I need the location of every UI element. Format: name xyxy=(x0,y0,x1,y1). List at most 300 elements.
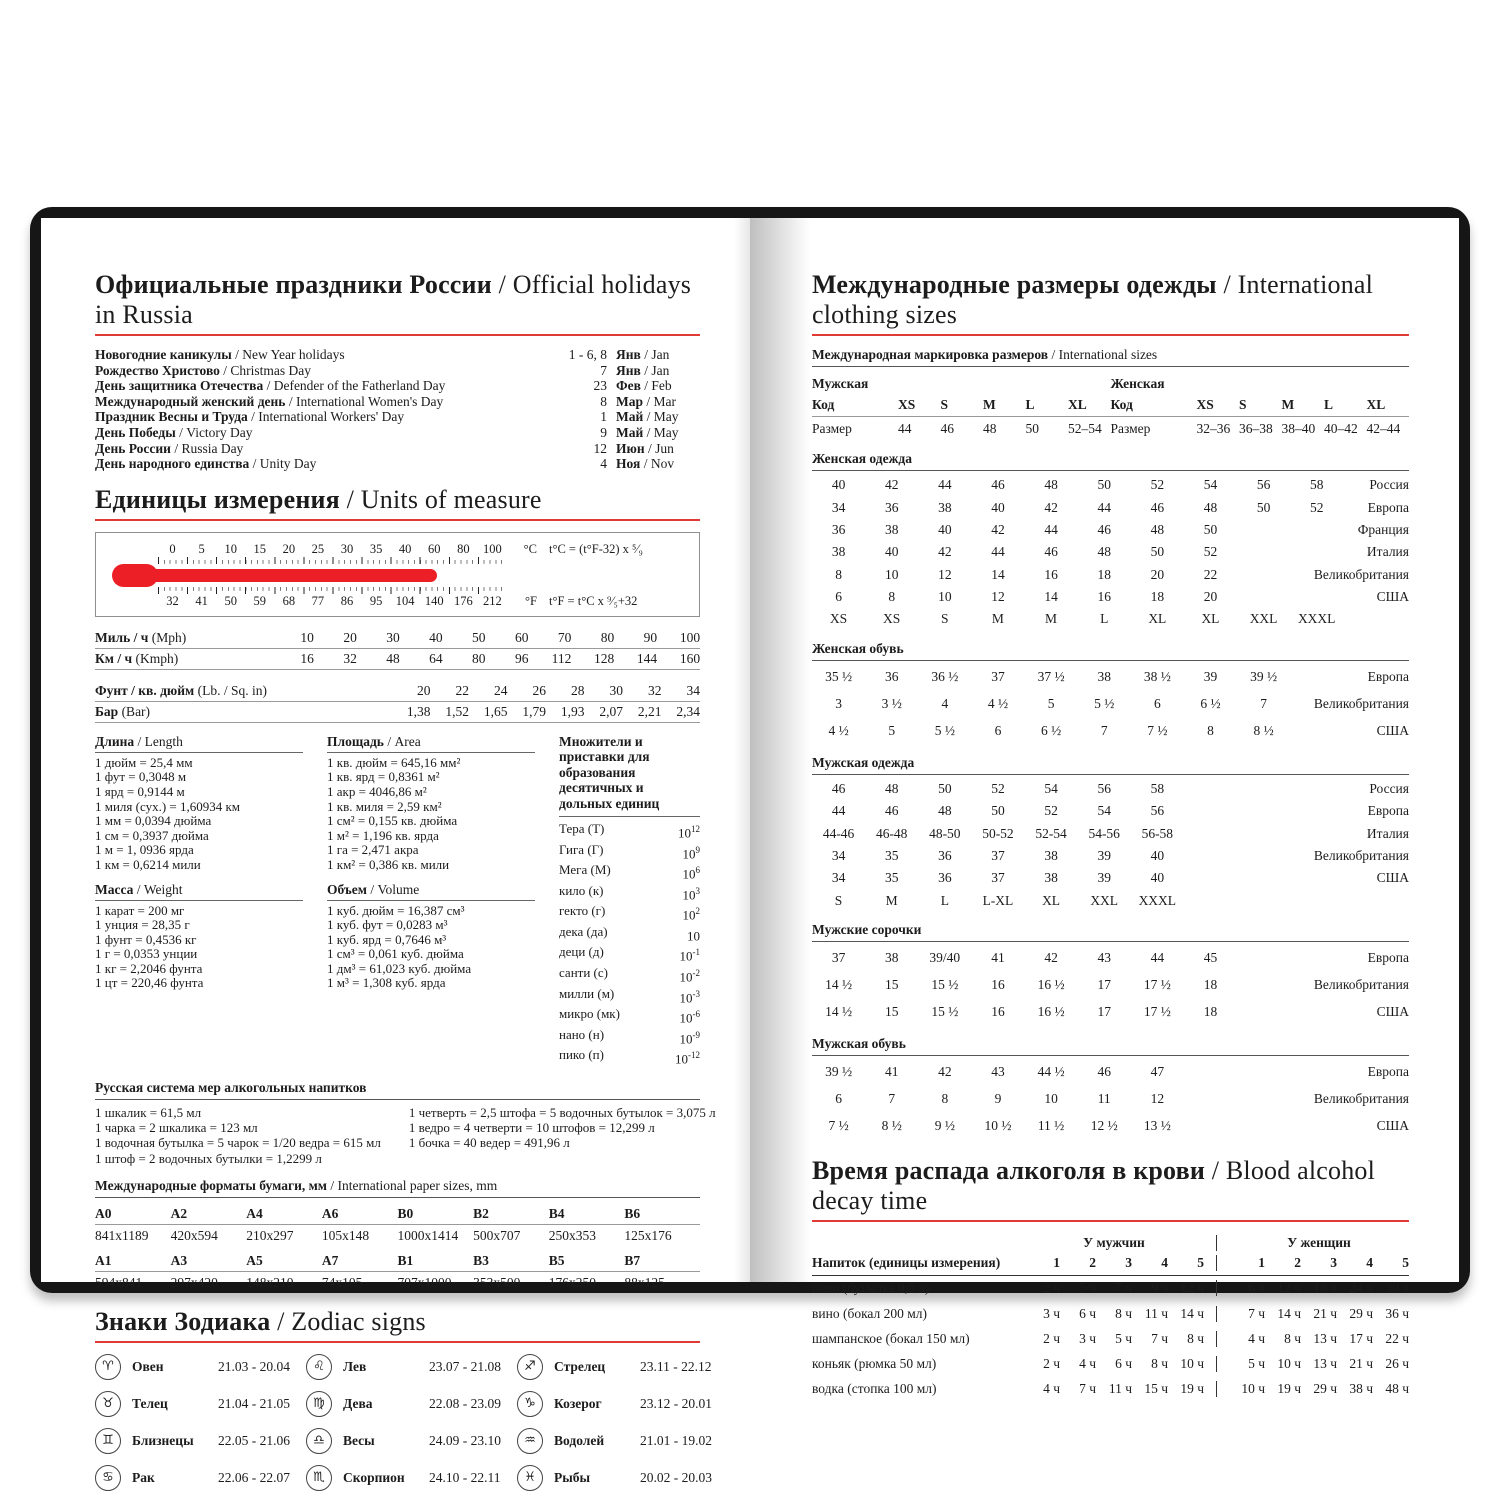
size-value: 14 ½ xyxy=(825,977,853,993)
size-value: 56-58 xyxy=(1141,825,1174,841)
holiday-date: 8 xyxy=(600,393,607,409)
paper-label-row-2 xyxy=(95,1250,700,1272)
fahrenheit-tick: 68 xyxy=(282,593,296,608)
size-value: 10 ½ xyxy=(984,1118,1012,1134)
celsius-tick: 5 xyxy=(198,541,205,556)
page-spread xyxy=(41,218,1459,1486)
speed-value: 64 xyxy=(429,650,443,666)
men-code: M xyxy=(983,397,996,412)
holidays-section-title xyxy=(95,270,700,336)
size-value: 4 xyxy=(941,696,949,712)
holidays-title-ru: Официальные праздники России xyxy=(95,270,492,299)
unit-conversion-columns xyxy=(95,734,700,1068)
volume-line: 1 куб. ярд = 0,7646 м³ xyxy=(327,931,447,947)
size-value: 7 xyxy=(1260,696,1267,712)
men-size: 46 xyxy=(940,421,954,436)
celsius-tick: 30 xyxy=(340,541,354,556)
pressure-label-unit: (Bar) xyxy=(121,703,151,719)
decay-drink-name: водка (стопка 100 мл) xyxy=(812,1381,937,1397)
size-value: 42 xyxy=(938,1064,952,1080)
prefix-exponent: -12 xyxy=(688,1050,700,1061)
decay-section-title xyxy=(812,1156,1409,1222)
prefix-base: 10 xyxy=(678,825,691,841)
size-value: 12 ½ xyxy=(1090,1118,1118,1134)
holiday-name-en: / Defender of the Fatherland Day xyxy=(266,378,446,394)
women-size: 38–40 xyxy=(1281,421,1316,436)
size-value: 8 xyxy=(888,589,896,605)
alcohol-measure-line: 1 бочка = 40 ведер = 491,96 л xyxy=(408,1135,570,1151)
fahrenheit-tick-labels xyxy=(158,594,507,609)
decay-value: 4 ч xyxy=(1043,1381,1060,1397)
fahrenheit-tick: 95 xyxy=(369,593,383,608)
mass-line: 1 кг = 2,2046 фунта xyxy=(95,960,203,976)
size-value: 35 ½ xyxy=(825,669,853,685)
decay-men-values xyxy=(1024,1381,1216,1397)
prefix-base: 10 xyxy=(682,887,696,903)
size-value: 46 xyxy=(1044,544,1058,560)
paper-format-label: B2 xyxy=(473,1206,489,1222)
size-value: 56 xyxy=(1150,803,1165,819)
zodiac-icon: ♊ xyxy=(95,1428,121,1454)
women-size-half xyxy=(1111,421,1410,437)
women-code: XS xyxy=(1196,397,1214,412)
size-value: 36 xyxy=(831,521,846,537)
zodiac-name: Лев xyxy=(343,1359,367,1375)
zodiac-dates: 22.06 - 22.07 xyxy=(218,1470,290,1486)
area-line: 1 кв. дюйм = 645,16 мм² xyxy=(327,754,461,770)
mass-line: 1 г = 0,0353 унции xyxy=(95,946,198,962)
paper-format-label: B4 xyxy=(548,1206,565,1222)
size-value: 48 xyxy=(1097,544,1111,560)
spacer xyxy=(95,873,303,882)
size-value: 39 xyxy=(1203,669,1218,685)
fahrenheit-formula: t°F = t°C x ⁹⁄₅+32 xyxy=(549,593,638,608)
right-page xyxy=(750,218,1459,1397)
paper-format-label: A3 xyxy=(170,1253,188,1269)
decay-col-number: 2 xyxy=(1089,1254,1096,1270)
decay-value: 6 ч xyxy=(1079,1305,1096,1321)
holiday-date: 23 xyxy=(593,378,607,394)
holiday-name xyxy=(95,456,551,472)
size-row xyxy=(812,890,1409,912)
size-value: 46 xyxy=(1097,521,1111,537)
prefix-name: гекто (г) xyxy=(559,903,606,919)
paper-format-label: A2 xyxy=(170,1206,188,1222)
size-value: XL xyxy=(1042,892,1061,908)
size-value: 13 ½ xyxy=(1143,1118,1171,1134)
zodiac-dates: 21.01 - 19.02 xyxy=(640,1433,712,1449)
volume-header xyxy=(327,882,535,901)
speed-value: 112 xyxy=(551,650,572,666)
women-code: L xyxy=(1324,397,1334,412)
size-section-title: Мужская обувь xyxy=(812,1036,1409,1056)
prefix-name: милли (м) xyxy=(559,985,615,1001)
decay-value: 19 ч xyxy=(1277,1381,1301,1397)
size-value: 39 ½ xyxy=(1250,669,1278,685)
holiday-name-en: / Russia Day xyxy=(174,440,244,456)
size-value: 39/40 xyxy=(929,950,961,966)
prefix-name: дека (да) xyxy=(559,923,608,939)
holiday-month-en: / May xyxy=(646,424,679,440)
paper-format-label: A1 xyxy=(95,1253,112,1269)
paper-format-size: 210x297 xyxy=(246,1228,294,1244)
decay-value: 7 ч xyxy=(1115,1280,1132,1296)
zodiac-title-ru: Знаки Зодиака xyxy=(95,1307,271,1337)
paper-format-size: 148x210 xyxy=(246,1275,294,1291)
women-label: Женская xyxy=(1110,376,1165,391)
decay-drink-name: пиво (бутылка 0,5 л) xyxy=(812,1280,930,1296)
size-value: 56 xyxy=(1097,780,1111,796)
fahrenheit-unit: °F xyxy=(525,593,537,608)
speed-row xyxy=(95,628,700,649)
holiday-month xyxy=(616,441,700,457)
decay-col-number: 1 xyxy=(1258,1254,1265,1270)
zodiac-name: Весы xyxy=(343,1433,375,1449)
size-value: M xyxy=(991,611,1004,627)
men-group-label: У мужчин xyxy=(1083,1234,1145,1250)
size-value: 42 xyxy=(938,544,952,560)
size-value: 58 xyxy=(1150,780,1165,796)
decay-women-values xyxy=(1216,1306,1409,1322)
fahrenheit-tick: 176 xyxy=(453,593,473,608)
holiday-name xyxy=(95,425,551,441)
decay-value: 24 ч xyxy=(1349,1280,1373,1296)
holiday-row xyxy=(95,441,700,457)
speed-value: 144 xyxy=(636,650,658,666)
fahrenheit-tick: 41 xyxy=(195,593,208,608)
size-country: США xyxy=(1376,723,1409,739)
size-value: 34 xyxy=(831,499,846,515)
size-value: 10 xyxy=(1044,1091,1058,1107)
size-value: 18 xyxy=(1150,589,1165,605)
size-value: 12 xyxy=(1150,1091,1165,1107)
holiday-month xyxy=(616,347,700,363)
size-value: 48 xyxy=(938,803,952,819)
marking-men-gender xyxy=(812,376,1111,392)
speed-value: 48 xyxy=(386,650,400,666)
size-value: 5 ½ xyxy=(934,723,955,739)
pressure-value: 30 xyxy=(609,682,623,698)
holiday-month-ru: Май xyxy=(616,424,644,440)
decay-col-number: 5 xyxy=(1197,1254,1204,1270)
size-country: Италия xyxy=(1366,825,1409,841)
prefix-exponent: -1 xyxy=(692,947,700,958)
decay-value: 4 ч xyxy=(1079,1356,1096,1372)
size-value: 39 xyxy=(1097,847,1111,863)
size-row xyxy=(812,999,1409,1026)
length-header-en: / Length xyxy=(137,733,183,749)
size-value: 12 xyxy=(991,589,1005,605)
zodiac-item xyxy=(95,1354,290,1380)
women-code-label: Код xyxy=(1110,397,1133,412)
zodiac-item xyxy=(517,1465,712,1491)
women-code: S xyxy=(1239,397,1247,412)
prefix-row xyxy=(559,862,700,883)
size-row xyxy=(812,778,1409,800)
length-header-ru: Длина xyxy=(95,733,135,749)
paper-format-size: 250x353 xyxy=(548,1228,596,1244)
size-row xyxy=(812,541,1409,563)
size-section-title: Женская одежда xyxy=(812,451,1409,471)
speed-value: 30 xyxy=(386,629,400,645)
speed-label-unit: (Mph) xyxy=(151,629,187,645)
paper-format-label: A5 xyxy=(246,1253,263,1269)
paper-format-label: B1 xyxy=(397,1253,414,1269)
size-value: 48 xyxy=(1150,521,1165,537)
holiday-month-ru: Июн xyxy=(616,440,645,456)
size-row xyxy=(812,1086,1409,1113)
size-value: XL xyxy=(1148,611,1167,627)
thermometer-panel xyxy=(95,532,700,617)
decay-value: 4 ч xyxy=(1248,1330,1265,1346)
decay-header-row xyxy=(812,1253,1409,1276)
size-value: 44 ½ xyxy=(1037,1064,1065,1080)
prefix-base: 10 xyxy=(682,846,696,862)
international-marking-table xyxy=(812,347,1409,439)
decay-group-header xyxy=(812,1233,1409,1253)
size-value: 14 xyxy=(991,566,1005,582)
celsius-tick: 15 xyxy=(253,541,267,556)
size-value: 8 ½ xyxy=(881,1118,902,1134)
size-value: 15 ½ xyxy=(931,977,959,993)
paper-format-size: 176x250 xyxy=(548,1275,596,1291)
volume-line: 1 м³ = 1,308 куб. ярда xyxy=(327,975,446,991)
size-country: Россия xyxy=(1369,477,1409,493)
decay-men-values xyxy=(1024,1306,1216,1322)
size-value: 16 xyxy=(1097,589,1111,605)
paper-format-label: A4 xyxy=(246,1206,263,1222)
holiday-name xyxy=(95,363,551,379)
paper-title-ru: Международные форматы бумаги, мм xyxy=(95,1178,327,1194)
size-country: Великобритания xyxy=(1313,847,1409,863)
size-value: 38 xyxy=(938,499,952,515)
fahrenheit-formula-row xyxy=(517,594,687,609)
zodiac-title-en: / Zodiac signs xyxy=(277,1307,426,1337)
decay-value: 2 ч xyxy=(1043,1280,1060,1296)
paper-format-label: A0 xyxy=(95,1206,112,1222)
holiday-name-en: / International Workers' Day xyxy=(251,409,405,425)
decay-col-number: 3 xyxy=(1125,1254,1132,1270)
prefix-row xyxy=(559,1006,700,1027)
size-value: 18 xyxy=(1097,566,1111,582)
prefix-row xyxy=(559,883,700,904)
size-value: 34 xyxy=(831,870,846,886)
size-value: 14 ½ xyxy=(825,1004,853,1020)
holiday-name xyxy=(95,347,551,363)
prefix-exponent: -6 xyxy=(692,1009,700,1020)
size-row xyxy=(812,800,1409,822)
women-group-label: У женщин xyxy=(1287,1234,1351,1250)
holiday-name-ru: День народного единства xyxy=(95,456,250,472)
size-value: 16 xyxy=(1044,566,1058,582)
size-value: 48 xyxy=(1044,477,1058,493)
size-country: Европа xyxy=(1367,499,1409,515)
prefix-value xyxy=(680,965,701,986)
area-line: 1 кв. миля = 2,59 км² xyxy=(327,798,442,814)
prefix-row xyxy=(559,1027,700,1048)
size-country: США xyxy=(1376,870,1409,886)
decay-value: 14 ч xyxy=(1277,1305,1301,1321)
men-size: 48 xyxy=(983,421,997,436)
size-value: 44 xyxy=(831,803,846,819)
size-value: 14 xyxy=(1044,589,1058,605)
size-value: 54 xyxy=(1044,780,1058,796)
marking-title xyxy=(812,347,1409,367)
holiday-row xyxy=(95,425,700,441)
holiday-name xyxy=(95,441,551,457)
decay-value: 13 ч xyxy=(1313,1356,1337,1372)
holiday-name-ru: День Победы xyxy=(95,424,176,440)
size-value: 37 xyxy=(991,847,1005,863)
prefix-value xyxy=(680,1006,701,1027)
size-value: 44 xyxy=(991,544,1005,560)
speed-label-unit: (Kmph) xyxy=(135,650,179,666)
size-value: S xyxy=(834,892,843,908)
size-section xyxy=(812,1036,1409,1140)
size-country xyxy=(1184,893,1409,909)
decay-value: 5 ч xyxy=(1248,1356,1265,1372)
men-size-half xyxy=(812,421,1111,437)
size-value: 42 xyxy=(884,477,899,493)
speed-label-ru: Км / ч xyxy=(95,650,133,666)
length-line: 1 мм = 0,0394 дюйма xyxy=(95,813,212,829)
prefix-base: 10 xyxy=(675,1051,688,1067)
area-line: 1 га = 2,471 акра xyxy=(327,842,419,858)
size-value: 44 xyxy=(1150,950,1165,966)
holiday-month-ru: Ноя xyxy=(616,456,641,472)
zodiac-dates: 24.09 - 23.10 xyxy=(429,1433,501,1449)
size-value: 38 xyxy=(1097,669,1111,685)
size-value: 52 xyxy=(1203,544,1218,560)
holiday-name xyxy=(95,378,551,394)
mass-header-en: / Weight xyxy=(136,881,183,897)
size-value: XXL xyxy=(1249,611,1278,627)
size-section xyxy=(812,922,1409,1026)
zodiac-dates: 22.05 - 21.06 xyxy=(218,1433,290,1449)
decay-value: 17 ч xyxy=(1349,1330,1373,1346)
size-country: Италия xyxy=(1366,544,1409,560)
decay-value: 26 ч xyxy=(1385,1356,1409,1372)
pressure-value: 1,52 xyxy=(445,703,469,719)
alcohol-measure-line: 1 шкалик = 61,5 мл xyxy=(95,1104,202,1120)
prefix-exponent: -9 xyxy=(692,1029,700,1040)
thermometer-scale xyxy=(158,542,507,609)
size-value: L xyxy=(940,892,949,908)
size-value: 6 xyxy=(835,1091,842,1107)
zodiac-dates: 24.10 - 22.11 xyxy=(429,1470,501,1486)
celsius-tick: 35 xyxy=(369,541,383,556)
size-value: 10 xyxy=(884,566,899,582)
decay-value: 8 ч xyxy=(1115,1305,1132,1321)
holiday-date: 12 xyxy=(593,440,607,456)
size-value: 4 ½ xyxy=(828,723,849,739)
marking-size-row xyxy=(812,417,1409,439)
decay-value: 10 ч xyxy=(1241,1381,1265,1397)
mass-line: 1 карат = 200 мг xyxy=(95,902,185,918)
size-value: 42 xyxy=(1044,950,1058,966)
size-value: XXL xyxy=(1090,892,1119,908)
size-value: 52 xyxy=(1150,477,1165,493)
holiday-month xyxy=(616,394,700,410)
decay-data-row xyxy=(812,1326,1409,1351)
size-value: 17 ½ xyxy=(1143,1004,1171,1020)
decay-women-values xyxy=(1216,1356,1409,1372)
holidays-title-en: / Official holidays in Russia xyxy=(95,270,692,329)
pressure-value: 1,93 xyxy=(560,703,585,719)
pressure-value: 22 xyxy=(455,682,469,698)
pressure-label-ru: Бар xyxy=(95,703,119,719)
decay-data-row xyxy=(812,1351,1409,1376)
men-size: 44 xyxy=(898,421,912,436)
zodiac-dates: 20.02 - 20.03 xyxy=(640,1470,712,1486)
holiday-row xyxy=(95,363,700,379)
size-value: 11 xyxy=(1097,1091,1111,1107)
size-value: 50 xyxy=(938,780,952,796)
size-value: 50 xyxy=(1203,521,1218,537)
marking-title-ru: Международная маркировка размеров xyxy=(812,347,1049,362)
paper-format-label: A7 xyxy=(321,1253,339,1269)
holiday-month-ru: Май xyxy=(616,409,644,425)
decay-women-cols xyxy=(1216,1255,1409,1271)
pressure-value: 32 xyxy=(648,682,662,698)
volume-header-ru: Объем xyxy=(327,881,367,897)
pressure-value: 28 xyxy=(571,682,585,698)
alcohol-measure-line: 1 штоф = 2 водочных бутылки = 1,2299 л xyxy=(95,1150,322,1166)
paper-value-row-1 xyxy=(95,1225,700,1250)
size-value: 44 xyxy=(1097,499,1111,515)
zodiac-item xyxy=(517,1428,712,1454)
size-country: Великобритания xyxy=(1313,1091,1409,1107)
holiday-month-en: / Jun xyxy=(647,440,674,456)
prefix-value xyxy=(680,986,701,1007)
size-value: 52 xyxy=(1044,803,1058,819)
size-value: 3 ½ xyxy=(881,696,902,712)
size-value: 8 xyxy=(835,566,842,582)
size-value: 6 ½ xyxy=(1040,723,1062,739)
paper-format-size: 500x707 xyxy=(473,1228,521,1244)
alcohol-measure-line: 1 четверть = 2,5 штофа = 5 водочных бутылок = 3,075 л xyxy=(408,1104,716,1120)
prefix-base: 10 xyxy=(679,948,693,964)
speed-value: 50 xyxy=(472,629,486,645)
holiday-month xyxy=(616,425,700,441)
prefix-value xyxy=(683,842,701,863)
speed-value: 16 xyxy=(300,650,314,666)
men-code: L xyxy=(1025,397,1035,412)
size-value: 10 xyxy=(938,589,952,605)
decay-women-values xyxy=(1216,1381,1409,1397)
women-size: 42–44 xyxy=(1366,421,1401,436)
celsius-unit: °C xyxy=(523,541,537,556)
mass-line: 1 унция = 28,35 г xyxy=(95,917,190,933)
pressure-value: 1,38 xyxy=(406,703,431,719)
size-value: 5 xyxy=(888,723,896,739)
zodiac-name: Близнецы xyxy=(132,1433,194,1449)
marking-women-gender xyxy=(1111,376,1410,392)
decay-value: 7 ч xyxy=(1248,1305,1265,1321)
clothing-section-title xyxy=(812,270,1409,336)
pressure-row-label xyxy=(95,683,271,699)
men-size: 52–54 xyxy=(1068,421,1102,436)
holiday-month-en: / Mar xyxy=(646,393,676,409)
thermometer-bar xyxy=(116,569,437,582)
paper-format-label: B3 xyxy=(473,1253,489,1269)
size-value: 9 ½ xyxy=(934,1118,955,1134)
size-value: 15 xyxy=(884,1004,899,1020)
holiday-month-en: / Jan xyxy=(644,347,670,362)
decay-value: 8 ч xyxy=(1187,1330,1204,1346)
prefix-value xyxy=(683,862,701,883)
pressure-values xyxy=(271,704,700,720)
